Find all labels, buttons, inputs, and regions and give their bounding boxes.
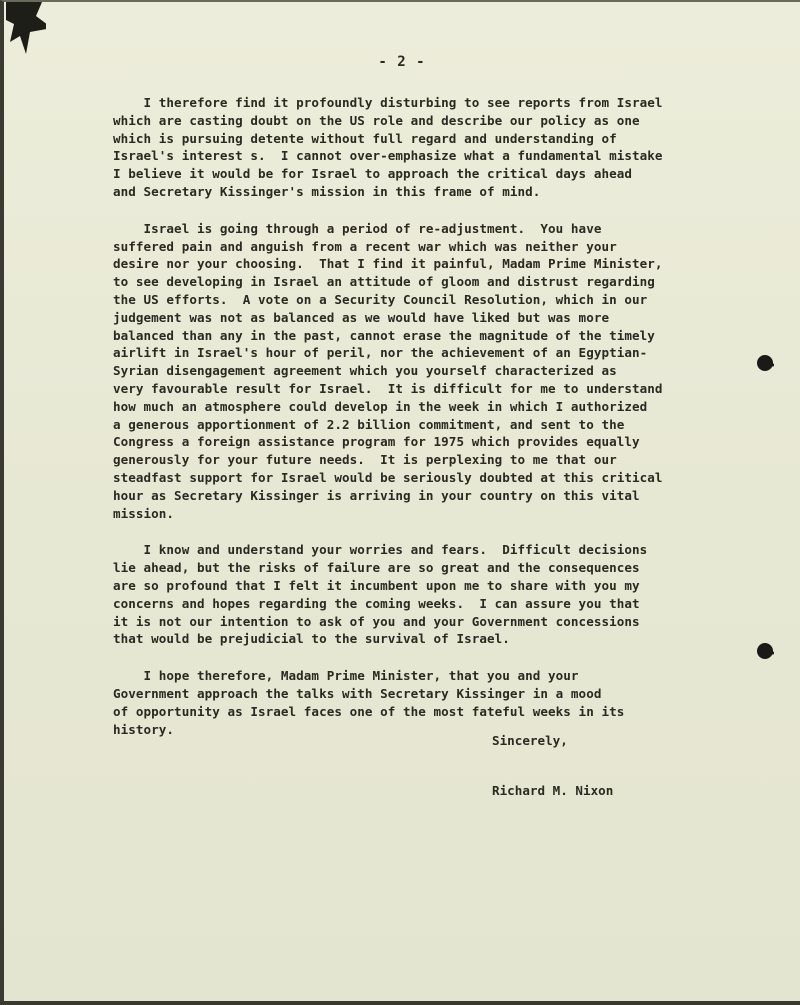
punch-hole <box>756 354 774 372</box>
punch-hole <box>756 642 774 660</box>
corner-ink-mark <box>6 2 46 54</box>
paragraph: Israel is going through a period of re-adjustment. You have suffered pain and anguish from a recent war which was neither your desire nor your choosing. That I find it painful, Madam Prime Minister, to see developing in Israel an attitude of gloom and distrust regarding the US efforts. A vote on a Security Council Resolution, which in our judgement was not as balanced as we would have liked but was more balanced than any in the past, cannot erase the magnitude of the timely airlift in Israel's hour of peril, nor the achievement of an Egyptian- Syrian disengagement agreement which you yourself characterized as very favourable result for Israel. It is difficult for me to understand how much an atmosphere could develop in the week in which I authorized a generous apportionment of 2.2 billion commitment, and sent to the Congress a foreign assistance program for 1975 which provides equally generously for your future needs. It is perplexing to me that our steadfast support for Israel would be seriously doubted at this critical hour as Secretary Kissinger is arriving in your country on this vital mission. <box>113 220 663 521</box>
paragraph: I know and understand your worries and fears. Difficult decisions lie ahead, but the risks of failure are so great and the consequences are so profound that I felt it incumbent upon me to share with you my concerns and hopes regarding the coming weeks. I can assure you that it is not our intention to ask of you and your Government concessions that would be prejudicial to the survival of Israel. <box>113 542 648 647</box>
valediction: Sincerely, <box>492 733 568 748</box>
paragraph: I hope therefore, Madam Prime Minister, that you and your Government approach the talks with Secretary Kissinger in a mood of opportunity as Israel faces one of the most fateful weeks in its history. <box>113 668 625 737</box>
letter-body <box>113 94 713 757</box>
signature-name: Richard M. Nixon <box>492 783 614 798</box>
paragraph: I therefore find it profoundly disturbing to see reports from Israel which are casting doubt on the US role and describe our policy as one which is pursuing detente without full regard and understanding of Israel's interest s. I cannot over-emphasize what a fundamental mistake I believe it would be for Israel to approach the critical days ahead and Secretary Kissinger's mission in this frame of mind. <box>113 95 663 199</box>
page-number: - 2 - <box>378 54 426 70</box>
